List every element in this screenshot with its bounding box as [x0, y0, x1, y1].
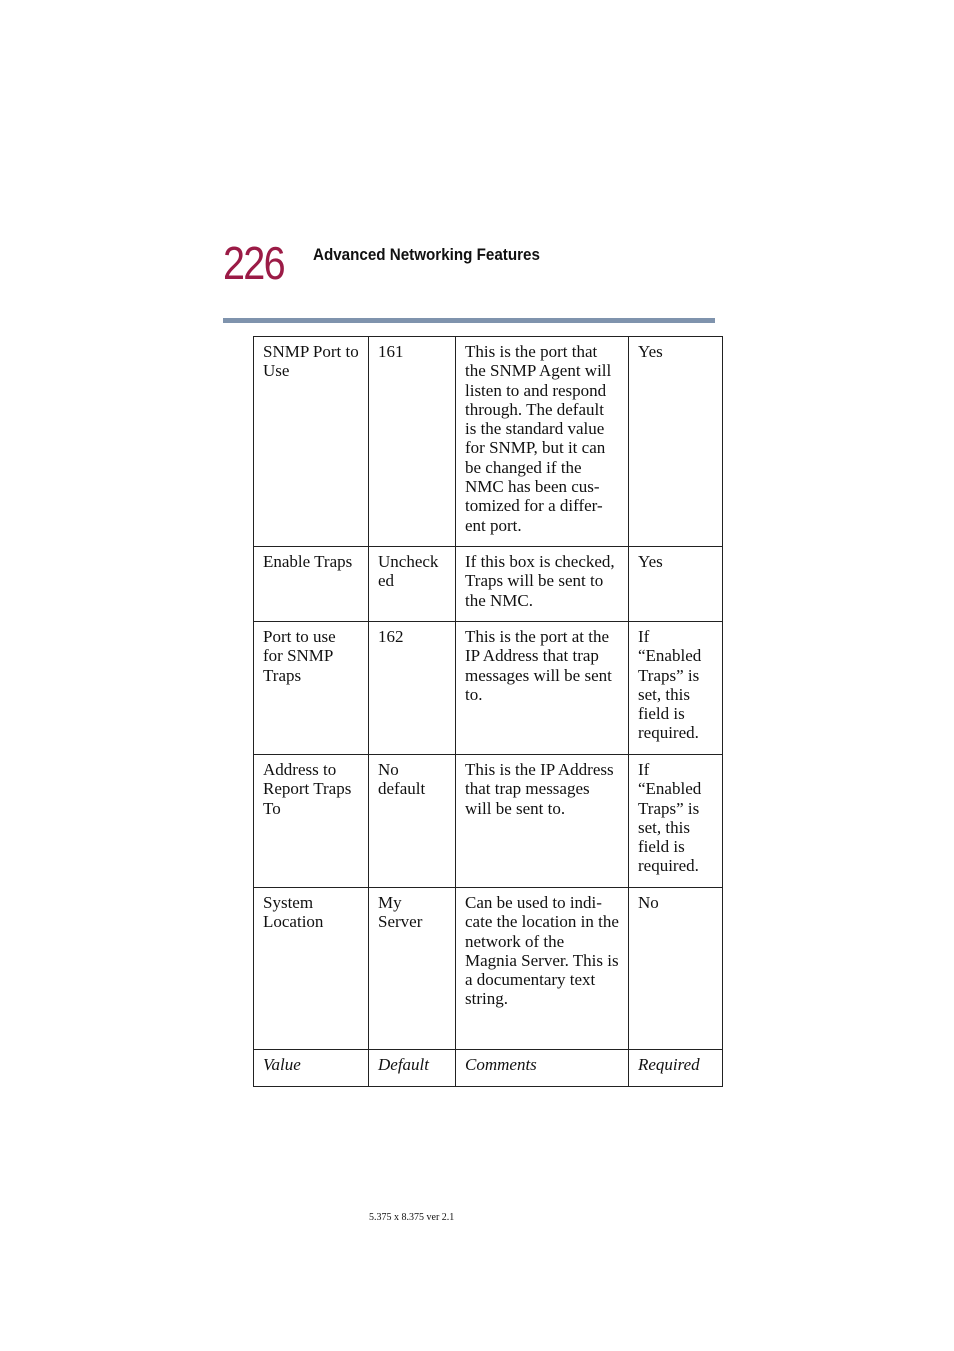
required-column-label: Required: [629, 1050, 723, 1087]
comments-column-label: Comments: [456, 1050, 629, 1087]
table-row: [254, 337, 723, 547]
snmp-settings-table: [253, 336, 723, 1087]
value-cell: Enable Traps: [254, 547, 369, 622]
column-labels-row: [254, 1050, 723, 1087]
version-note: 5.375 x 8.375 ver 2.1: [369, 1212, 455, 1223]
table-row: [254, 755, 723, 888]
required-cell: No: [629, 888, 723, 1050]
value-column-label: Value: [254, 1050, 369, 1087]
comments-cell: This is the IP Address that trap messages will be sent to.: [456, 755, 629, 888]
required-cell: Yes: [629, 547, 723, 622]
header-rule: [223, 318, 715, 323]
default-cell: 162: [369, 622, 456, 755]
table-row: [254, 547, 723, 622]
required-cell: Yes: [629, 337, 723, 547]
comments-cell: This is the port at the IP Address that trap messages will be sent to.: [456, 622, 629, 755]
table-row: [254, 888, 723, 1050]
page-number: 226: [223, 237, 284, 289]
comments-cell: If this box is checked, Traps will be sent to the NMC.: [456, 547, 629, 622]
required-cell: If “Enabled Traps” is set, this field is required.: [629, 755, 723, 888]
default-column-label: Default: [369, 1050, 456, 1087]
default-cell: 161: [369, 337, 456, 547]
table-row: [254, 622, 723, 755]
default-cell: Uncheck ed: [369, 547, 456, 622]
default-cell: My Server: [369, 888, 456, 1050]
comments-cell: Can be used to indi-cate the location in the network of the Magnia Server. This is a documentary text string.: [456, 888, 629, 1050]
value-cell: SNMP Port to Use: [254, 337, 369, 547]
value-cell: Port to use for SNMP Traps: [254, 622, 369, 755]
value-cell: System Location: [254, 888, 369, 1050]
value-cell: Address to Report Traps To: [254, 755, 369, 888]
comments-cell: This is the port that the SNMP Agent will listen to and respond through. The default is the standard value for SNMP, but it can be changed if the NMC has been cus-tomized for a differ-ent port.: [456, 337, 629, 547]
required-cell: If “Enabled Traps” is set, this field is required.: [629, 622, 723, 755]
section-title: Advanced Networking Features: [313, 246, 540, 264]
default-cell: No default: [369, 755, 456, 888]
